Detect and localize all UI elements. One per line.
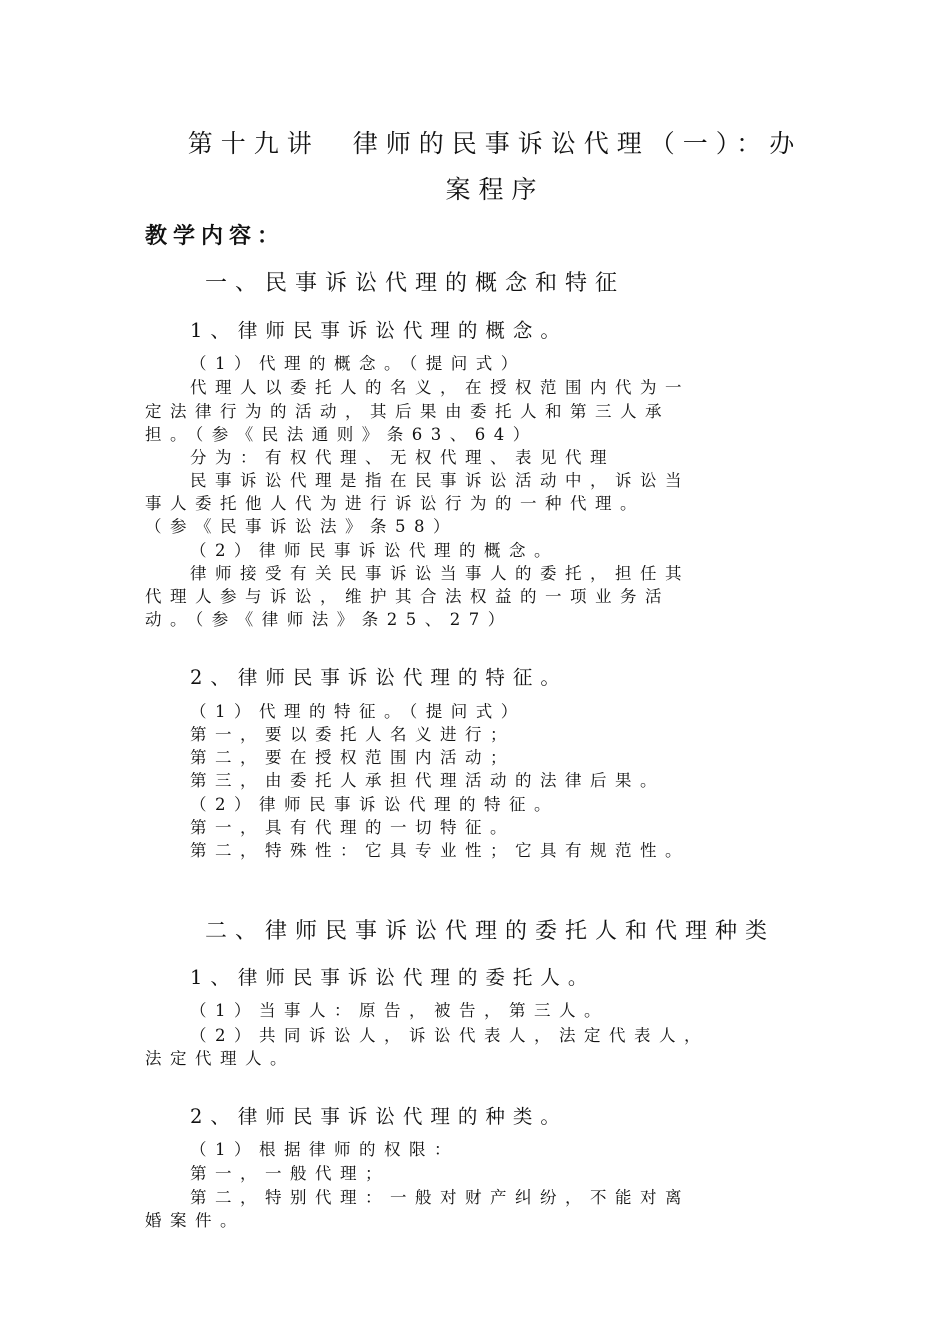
paragraph-line: （1）代理的概念。（提问式） [190,354,526,373]
paragraph-line: 分为：有权代理、无权代理、表见代理 [190,448,615,467]
paragraph-line: 动。（参《律师法》条25、27） [145,610,513,629]
section-2-sub-1-heading: 1、律师民事诉讼代理的委托人。 [190,966,596,989]
paragraph-line: 第一，要以委托人名义进行； [190,725,515,744]
paragraph-line: （2）律师民事诉讼代理的特征。 [190,795,559,814]
paragraph-line: 第二，特别代理：一般对财产纠纷，不能对离 [190,1188,690,1207]
teaching-content-heading: 教学内容： [145,224,286,249]
paragraph-line: 婚案件。 [145,1211,245,1230]
paragraph-line: 第二，特殊性：它具专业性；它具有规范性。 [190,841,690,860]
paragraph-line: 代理人以委托人的名义，在授权范围内代为一 [190,378,690,397]
section-1-sub-1-heading: 1、律师民事诉讼代理的概念。 [190,319,568,342]
paragraph-line: 第三，由委托人承担代理活动的法律后果。 [190,771,665,790]
lecture-title-line-1: 第十九讲 律师的民事诉讼代理（一）：办 [187,129,803,158]
section-2-heading: 二、律师民事诉讼代理的委托人和代理种类 [205,919,776,944]
paragraph-line: （1）代理的特征。（提问式） [190,702,526,721]
section-1-heading: 一、民事诉讼代理的概念和特征 [205,271,626,296]
paragraph-line: 第一，一般代理； [190,1164,390,1183]
paragraph-line: 代理人参与诉讼，维护其合法权益的一项业务活 [145,587,670,606]
paragraph-line: （2）共同诉讼人，诉讼代表人，法定代表人， [190,1026,709,1045]
paragraph-line: （1）当事人：原告，被告，第三人。 [190,1001,609,1020]
paragraph-line: 第二，要在授权范围内活动； [190,748,515,767]
paragraph-line: （1）根据律师的权限： [190,1140,459,1159]
paragraph-line: 律师接受有关民事诉讼当事人的委托，担任其 [190,564,690,583]
section-2-sub-2-heading: 2、律师民事诉讼代理的种类。 [190,1105,568,1128]
paragraph-line: 事人委托他人代为进行诉讼行为的一种代理。 [145,494,645,513]
paragraph-line: 第一，具有代理的一切特征。 [190,818,515,837]
paragraph-line: 法定代理人。 [145,1049,295,1068]
paragraph-line: （2）律师民事诉讼代理的概念。 [190,541,559,560]
lecture-title-line-2: 案程序 [445,175,545,204]
paragraph-line: 担。（参《民法通则》条63、64） [145,425,538,444]
paragraph-line: （参《民事诉讼法》条58） [145,517,458,536]
paragraph-line: 民事诉讼代理是指在民事诉讼活动中，诉讼当 [190,471,690,490]
section-1-sub-2-heading: 2、律师民事诉讼代理的特征。 [190,666,568,689]
paragraph-line: 定法律行为的活动，其后果由委托人和第三人承 [145,402,670,421]
